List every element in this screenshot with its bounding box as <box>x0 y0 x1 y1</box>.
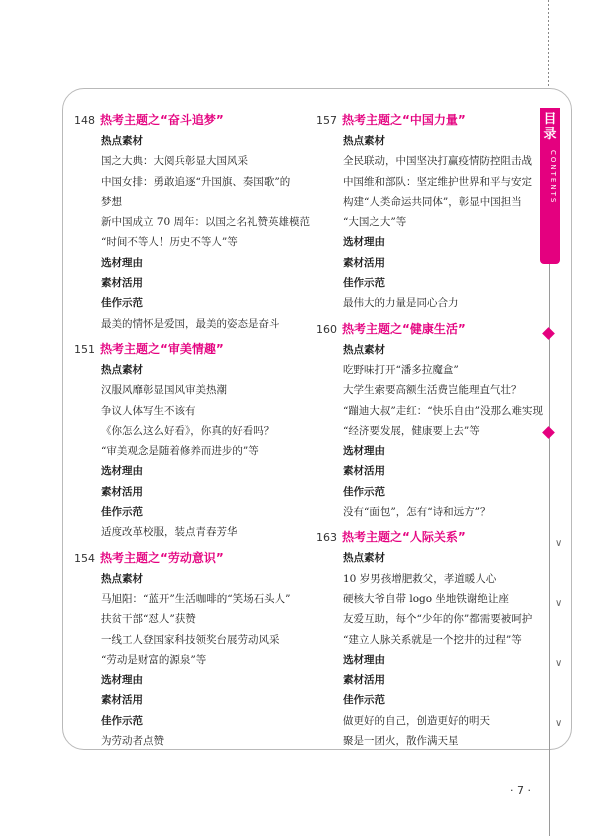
entry-text: 一线工人登国家科技领奖台展劳动风采 <box>101 633 280 646</box>
section-heading[interactable] <box>74 549 304 567</box>
entry-text: 做更好的自己，创造更好的明天 <box>343 714 490 727</box>
entry-text: 聚是一团火，散作满天星 <box>343 735 459 748</box>
subsection-label: 选材理由 <box>343 445 385 458</box>
entry-text: 没有“面包”，怎有“诗和远方”？ <box>343 506 491 519</box>
entry-text: 争议人体写生不该有 <box>101 404 196 417</box>
subsection-label: 热点素材 <box>343 135 385 147</box>
entry-text: 《你怎么这么好看》，你真的好看吗？ <box>101 424 275 437</box>
subsection-label: 选材理由 <box>101 465 143 478</box>
subsection-label: 佳作示范 <box>101 297 143 310</box>
chevron-down-icon: ∨ <box>555 658 563 669</box>
toc-section <box>74 111 311 334</box>
entry-text: 最伟大的力量是同心合力 <box>343 297 459 310</box>
entry-text: 国之大典：大阅兵彰显大国风采 <box>101 155 248 168</box>
subsection-label: 素材活用 <box>343 674 385 687</box>
entry-text: “审美观念是随着修养而进步的”等 <box>101 445 259 458</box>
entry-text: 适度改革校服，装点青春芳华 <box>101 526 238 539</box>
page-number: · 7 · <box>510 784 531 797</box>
entry-text: “劳动是财富的源泉”等 <box>101 653 207 666</box>
section-page-number: 154 <box>74 551 95 565</box>
chevron-down-icon: ∨ <box>555 718 563 729</box>
subsection-label: 佳作示范 <box>101 714 143 727</box>
chevron-down-icon: ∨ <box>555 598 563 609</box>
subsection-label: 素材活用 <box>343 465 385 478</box>
section-title: 热考主题之“中国力量” <box>342 113 466 127</box>
section-title: 热考主题之“奋斗追梦” <box>100 113 224 127</box>
section-title: 热考主题之“健康生活” <box>342 321 466 336</box>
subsection-label: 热点素材 <box>343 552 385 565</box>
section-title: 热考主题之“审美情趣” <box>100 341 224 356</box>
entry-text: “时间不等人！历史不等人”等 <box>101 236 238 249</box>
toc-section <box>74 340 304 543</box>
section-page-number: 157 <box>316 114 337 127</box>
toc-section <box>316 320 543 523</box>
subsection-label: 素材活用 <box>101 694 143 707</box>
entry-text: 梦想 <box>101 195 122 208</box>
entry-text: 扶贫干部“怼人”获赞 <box>101 613 196 626</box>
subsection-label: 热点素材 <box>101 135 143 147</box>
section-title: 热考主题之“劳动意识” <box>100 550 224 565</box>
section-page-number: 163 <box>316 531 337 545</box>
toc-section <box>316 528 531 751</box>
entry-text: 硬核大爷自带 logo 坐地铁谢绝让座 <box>343 592 509 605</box>
entry-text: 吃野味打开“潘多拉魔盒” <box>343 363 459 376</box>
entry-text: 新中国成立 70 周年：以国之名礼赞英雄模范 <box>101 216 311 229</box>
entry-text: 为劳动者点赞 <box>101 735 164 748</box>
section-heading[interactable] <box>316 320 531 338</box>
subsection-label: 选材理由 <box>343 236 385 249</box>
section-heading[interactable] <box>316 528 531 546</box>
entry-text: 马旭阳：“蓝开”生活咖啡的“笑场石头人” <box>101 592 291 605</box>
chevron-down-icon: ∨ <box>555 538 563 549</box>
toc-column-right <box>316 111 543 757</box>
section-page-number: 160 <box>316 322 337 336</box>
subsection-label: 选材理由 <box>343 653 385 666</box>
entry-text: 中国女排：勇敢追逐“升国旗、奏国歌”的 <box>101 175 291 188</box>
subsection-label: 热点素材 <box>101 572 143 585</box>
subsection-label: 选材理由 <box>101 674 143 687</box>
entry-text: 大学生索要高额生活费岂能理直气壮？ <box>343 384 522 397</box>
subsection-label: 佳作示范 <box>343 694 385 707</box>
entry-text: 10 岁男孩增肥救父，孝道暖人心 <box>343 572 497 585</box>
contents-tab[interactable] <box>540 108 560 264</box>
subsection-label: 热点素材 <box>343 343 385 356</box>
section-heading[interactable] <box>74 111 304 129</box>
section-page-number: 148 <box>74 114 95 127</box>
entry-text: 全民联动，中国坚决打赢疫情防控阻击战 <box>343 155 532 168</box>
subsection-label: 佳作示范 <box>343 485 385 498</box>
subsection-label: 选材理由 <box>101 256 143 269</box>
subsection-label: 素材活用 <box>343 256 385 269</box>
entry-text: 中国维和部队：坚定维护世界和平与安定 <box>343 175 532 188</box>
entry-text: 友爱互助，每个“少年的你”都需要被呵护 <box>343 613 533 626</box>
entry-text: “经济要发展，健康要上去”等 <box>343 424 480 437</box>
contents-tab-subtitle: CONTENTS <box>549 150 557 205</box>
subsection-label: 素材活用 <box>101 485 143 498</box>
subsection-label: 热点素材 <box>101 363 143 376</box>
toc-column-left <box>74 111 311 757</box>
entry-text: “建立人脉关系就是一个挖井的过程”等 <box>343 633 522 646</box>
section-heading[interactable] <box>316 111 531 129</box>
contents-tab-title: 目录 <box>543 112 557 142</box>
bottom-rule <box>549 748 550 836</box>
section-title: 热考主题之“人际关系” <box>342 530 466 545</box>
toc-section <box>74 549 304 752</box>
subsection-label: 素材活用 <box>101 277 143 290</box>
entry-text: 最美的情怀是爱国，最美的姿态是奋斗 <box>101 317 280 330</box>
subsection-label: 佳作示范 <box>343 277 385 290</box>
section-heading[interactable] <box>74 340 304 358</box>
section-page-number: 151 <box>74 342 95 356</box>
entry-text: 构建“人类命运共同体”，彰显中国担当 <box>343 195 522 208</box>
entry-text: “大国之大”等 <box>343 216 407 229</box>
entry-text: “蹦迪大叔”走红：“快乐自由”没那么难实现 <box>343 404 543 417</box>
entry-text: 汉服风靡彰显国风审美热潮 <box>101 384 227 397</box>
subsection-label: 佳作示范 <box>101 506 143 519</box>
toc-section <box>316 111 531 314</box>
